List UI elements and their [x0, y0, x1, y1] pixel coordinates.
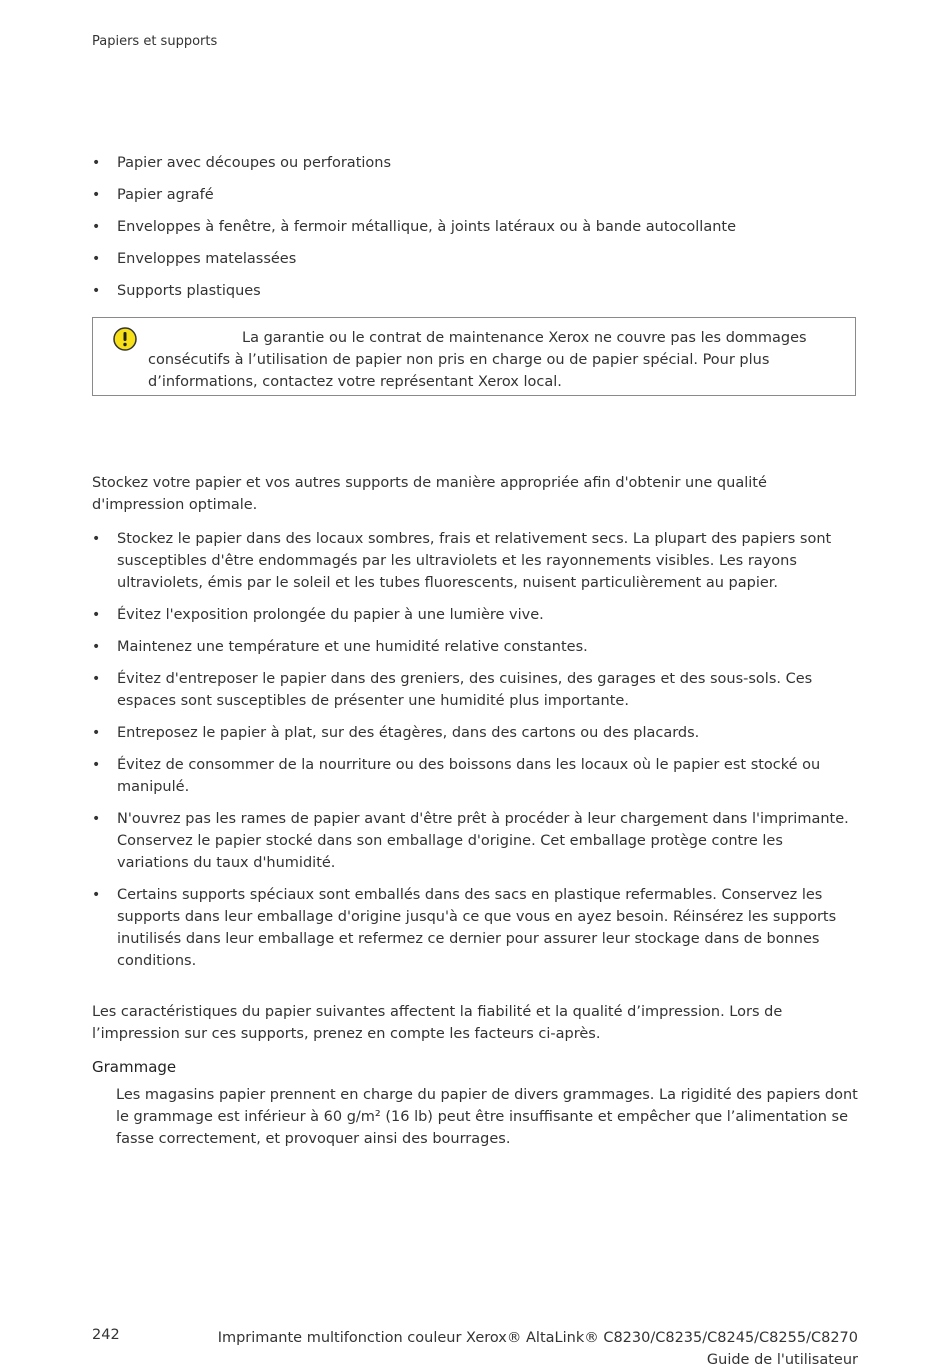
list-item: • Certains supports spéciaux sont emballés dans des sacs en plastique refermables. Conservez les supports dans leur emballage d'origine jusqu'à ce que vous en ayez besoin. Réinsérez les supports inutilisés dans leur emballage et refermez ce dernier pour assurer leur stockage dans de bonnes conditions. [92, 884, 858, 972]
list-item: • Papier agrafé [92, 184, 858, 206]
page-header: Papiers et supports [92, 34, 218, 49]
caution-icon [113, 327, 137, 351]
footer-doc-title: Imprimante multifonction couleur Xerox® AltaLink® C8230/C8235/C8245/C8255/C8270 Guide de l'utilisateur [217, 1330, 858, 1368]
page-number: 242 [92, 1327, 120, 1343]
list-item: • Papier avec découpes ou perforations [92, 152, 858, 174]
grammage-heading: Grammage [92, 1058, 177, 1076]
list-item: • Supports plastiques [92, 280, 858, 302]
list-item: • Évitez de consommer de la nourriture ou des boissons dans les locaux où le papier est stocké ou manipulé. [92, 754, 858, 798]
list-item: • Évitez d'entreposer le papier dans des greniers, des cuisines, des garages et des sous-sols. Ces espaces sont susceptibles de présenter une humidité plus importante. [92, 668, 858, 712]
grammage-text: Les magasins papier prennent en charge du papier de divers grammages. La rigidité des papiers dont le grammage est inférieur à 60 g/m² (16 lb) peut être insuffisante et empêcher que l’alimentation se fasse correctement, et provoquer ainsi des bourrages. [116, 1087, 858, 1147]
list-item: • Entreposez le papier à plat, sur des étagères, dans des cartons ou des placards. [92, 722, 858, 744]
list-item: • Enveloppes matelassées [92, 248, 858, 270]
list-item: • Maintenez une température et une humidité relative constantes. [92, 636, 858, 658]
list-item: • N'ouvrez pas les rames de papier avant d'être prêt à procéder à leur chargement dans l'imprimante. Conservez le papier stocké dans son emballage d'origine. Cet emballage protège contre les variations du taux d'humidité. [92, 808, 858, 874]
list-item: • Évitez l'exposition prolongée du papier à une lumière vive. [92, 604, 858, 626]
characteristics-intro: Les caractéristiques du papier suivantes affectent la fiabilité et la qualité d’impression. Lors de l’impression sur ces supports, prenez en compte les facteurs ci-après. [92, 1004, 783, 1042]
list-item: • Stockez le papier dans des locaux sombres, frais et relativement secs. La plupart des papiers sont susceptibles d'être endommagés par les ultraviolets et les rayonnements visibles. Les rayons ultraviolets, émis par le soleil et les tubes fluorescents, nuisent particulièrement au papier. [92, 528, 858, 594]
caution-box [92, 317, 856, 396]
unsupported-paper-list [92, 152, 858, 312]
list-item: • Enveloppes à fenêtre, à fermoir métallique, à joints latéraux ou à bande autocollante [92, 216, 858, 238]
storage-intro: Stockez votre papier et vos autres supports de manière appropriée afin d'obtenir une qualité d'impression optimale. [92, 475, 767, 513]
caution-text: La garantie ou le contrat de maintenance Xerox ne couvre pas les dommages consécutifs à l’utilisation de papier non pris en charge ou de papier spécial. Pour plus d’informations, contactez votre représentant Xerox local. [148, 330, 807, 390]
storage-guidelines-list [92, 528, 858, 982]
